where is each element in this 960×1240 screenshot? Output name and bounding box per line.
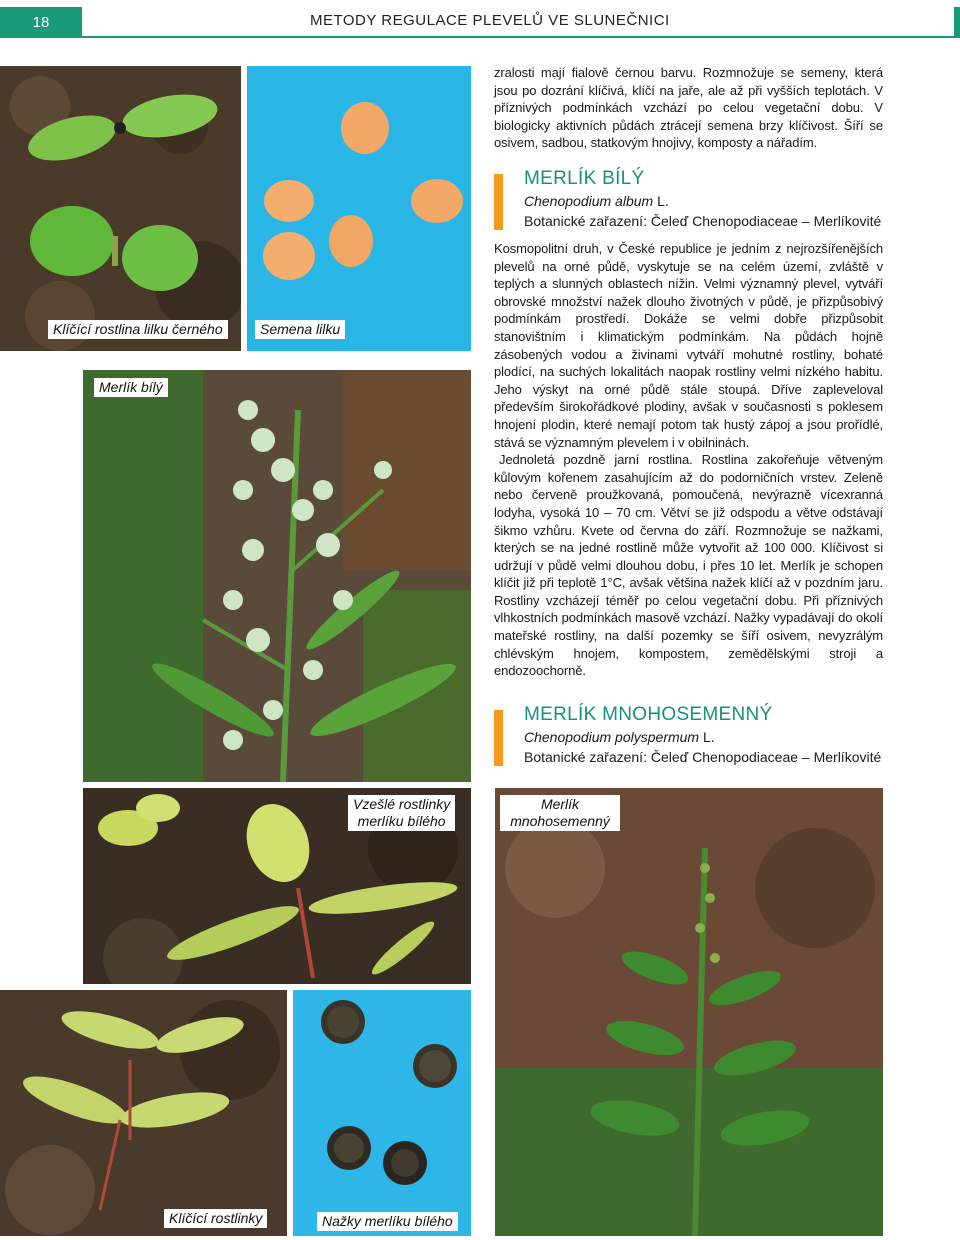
caption-germinating: Klíčící rostlinky: [164, 1209, 267, 1228]
botanical-label: Botanické zařazení:: [524, 749, 647, 765]
section-accent-bar: [494, 710, 503, 766]
photo-fat-hen: [83, 370, 471, 782]
photo-achenes: [293, 990, 471, 1236]
latin-name: [524, 193, 669, 209]
latin-name: [524, 729, 715, 745]
caption-achenes: Nažky merlíku bílého: [317, 1212, 458, 1231]
caption-emerged-line2: merlíku bílého: [357, 813, 446, 829]
caption-nightshade-seeds: Semena lilku: [255, 320, 345, 339]
photo-nightshade-seedling: [0, 66, 241, 351]
caption-fat-hen: Merlík bílý: [94, 378, 168, 397]
photo-many-seeded-goosefoot: [495, 788, 883, 1236]
caption-emerged-line1: Vzešlé rostlinky: [353, 796, 451, 812]
intro-text: zralosti mají fialově černou barvu. Rozmnožuje se semeny, která jsou po dozrání klíčivá, klíčí na jaře, ale až při vyšších teplotách. V příznivých podmínkách vzchází po celou vegetační dobu. V biologicky aktivních půdách ztrácejí semena brzy klíčivost. Šíří se osivem, sadbou, statkovým hnojivy, komposty a nářadím.: [494, 65, 883, 151]
caption-nightshade-seedling: Klíčící rostlina lilku černého: [48, 320, 228, 339]
botanical-label: Botanické zařazení:: [524, 213, 647, 229]
running-title: METODY REGULACE PLEVELŮ VE SLUNEČNICI: [310, 12, 670, 29]
body-paragraph-1: Kosmopolitní druh, v České republice je jedním z nejrozšířenějších plevelů na orné půdě, vyskytuje se na celém území, zvláště v teplých a slunných oblastech nížin. Velmi významný plevel, vytváří obrovské množství nažek dlouho životných v půdě, je přizpůsobivý podmínkám prostředí. Dokáže se velmi dobře přizpůsobit stanovištním i klimatickým podmínkám. Na půdách hojně zásobených vodou a živinami vytváří mohutné rostliny, bohaté plodící, na suchých lokalitách naopak rostliny velmi nízkého habitu. Jeho výskyt na orné půdě stále stoupá. Dříve zapleveloval především širokořádkové plodiny, avšak v současnosti s poklesem hnojení plodin, které nemají potom tak hustý zápoj a jsou prořídlé, stává se významným plevelem i v obilninách.: [494, 241, 883, 450]
section-fat-hen-heading: [494, 168, 894, 232]
photo-germinating-seedlings: [0, 990, 287, 1236]
botanical-classification: [524, 213, 881, 229]
section-title: MERLÍK MNOHOSEMENNÝ: [524, 704, 773, 725]
section-many-seeded-heading: [494, 704, 894, 768]
latin-binomial: Chenopodium album: [524, 193, 654, 209]
caption-emerged-seedlings: [348, 795, 455, 831]
botanical-value: Čeleď Chenopodiaceae – Merlíkovité: [650, 749, 882, 765]
intro-paragraph: [494, 64, 883, 152]
latin-binomial: Chenopodium polyspermum: [524, 729, 700, 745]
header-rule: [0, 36, 960, 38]
latin-author: L.: [702, 729, 715, 745]
section-fat-hen-body: [494, 240, 883, 680]
section-title: MERLÍK BÍLÝ: [524, 168, 645, 189]
body-paragraph-2: Jednoletá pozdně jarní rostlina. Rostlina zakořeňuje větveným kůlovým kořenem zasahujícím až do podorničních vrstev. Zeleně nebo červeně proužkovaná, pomoučená, nevýrazně víceхranná lodyha, vysoká 10 – 70 cm. Větví se již odspodu a větve odstávají šikmo vzhůru. Kvete od června do září. Rozmnožuje se nažkami, kterých se na jedné rostlině může vytvořit až 100 000. Klíčivost si udržují v půdě velmi dlouhou dobu, i přes 10 let. Merlík je schopen klíčit již při teplotě 1°C, avšak většina nažek klíčí až v pozdním jaru. Rostliny vzcházejí téměř po celou vegetační dobu. Při příznivých vlhkostních podmínkách masově vzchází. Nažky vypadávají do okolí mateřské rostliny, na další pozemky se šíří osivem, nevyzrálým chlévským hnojem, kompostem, zemědělskými stroji a endozoochorně.: [494, 452, 883, 679]
header-corner: [954, 7, 960, 38]
latin-author: L.: [657, 193, 669, 209]
botanical-classification: [524, 749, 881, 765]
section-accent-bar: [494, 174, 503, 230]
caption-many-seeded-line1: Merlík: [540, 796, 580, 812]
caption-many-seeded-line2: mnohosemenný: [510, 813, 610, 829]
botanical-value: Čeleď Chenopodiaceae – Merlíkovité: [650, 213, 882, 229]
page-number: 18: [0, 7, 82, 38]
caption-many-seeded: [500, 795, 620, 831]
photo-nightshade-seeds: [247, 66, 471, 351]
